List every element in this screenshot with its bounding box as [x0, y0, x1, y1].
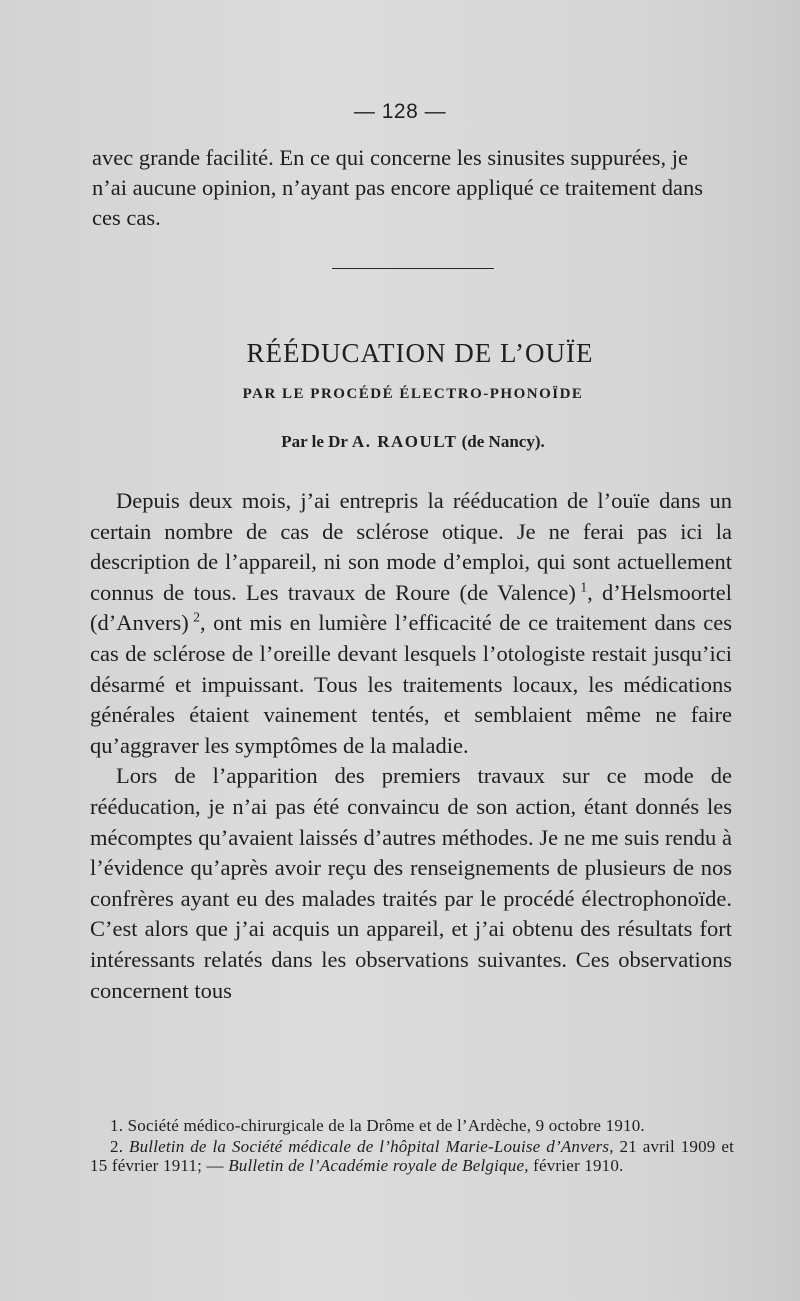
page-number: — 128 — — [353, 100, 447, 123]
paragraph-1-text-a: Depuis deux mois, j’ai entrepris la rééducation de l’ouïe dans un certain nombre de cas de sclérose otique. Je ne ferai pas ici la description de l’appareil, ni son mode d’emploi, qui sont actuellement connus de tous. Les travaux de Roure (de Valence) — [90, 488, 732, 605]
footnote-2-date-2: février 1910. — [533, 1156, 624, 1175]
byline-prefix: Par le — [281, 432, 324, 451]
footnote-1 — [90, 1116, 734, 1135]
article-byline — [0, 432, 800, 452]
body-paragraph-2: Lors de l’apparition des premiers travaux sur ce mode de rééducation, je n’ai pas été convaincu de son action, étant donnés les mécomptes qu’avaient laissés d’autres méthodes. Je ne me suis rendu à l’évidence qu’après avoir reçu des renseignements de plusieurs de nos confrères ayant eu des malades traités par le procédé électrophonoïde. C’est alors que j’ai acquis un appareil, et j’ai obtenu des résultats fort intéressants relatés dans les observations suivantes. Ces observations concernent tous — [90, 763, 732, 1003]
article-body — [90, 486, 732, 1006]
body-paragraph-1 — [90, 486, 732, 761]
article-subtitle: PAR LE PROCÉDÉ ÉLECTRO-PHONOÏDE — [242, 386, 584, 402]
footnote-ref-1: 1 — [580, 579, 588, 595]
footnote-2-source-2: Bulletin de l’Académie royale de Belgique, — [228, 1156, 529, 1175]
footnote-ref-2: 2 — [193, 609, 200, 625]
intro-text: avec grande facilité. En ce qui concerne les sinusites suppurées, je n’ai aucune opinion, n’ayant pas encore appliqué ce traitement dans ces cas. — [92, 145, 704, 230]
footnote-2-source-1: Bulletin de la Société médicale de l’hôpital Marie-Louise d’Anvers, — [128, 1137, 614, 1156]
byline-affiliation: (de Nancy). — [461, 432, 545, 451]
footnote-2-date-1: 21 avril 1909 et 15 février 1911; — — [90, 1137, 734, 1175]
byline-author: A. RAOULT — [351, 432, 458, 451]
footnote-1-number: 1. — [110, 1116, 124, 1135]
footnote-2-number: 2. — [110, 1137, 124, 1156]
footnotes — [90, 1116, 734, 1177]
footnote-1-text: Société médico-chirurgicale de la Drôme et de l’Ardèche, 9 octobre 1910. — [127, 1116, 645, 1135]
footnote-2 — [90, 1137, 734, 1175]
section-divider — [332, 268, 494, 269]
intro-paragraph — [92, 143, 728, 233]
paragraph-1-text-c: , ont mis en lumière l’efficacité de ce traitement dans ces cas de sclérose de l’oreille devant lesquels l’otologiste restait jusqu’ici désarmé et impuissant. Tous les traitements locaux, les médications générales étaient vainement tentés, et semblaient même ne faire qu’aggraver les symptômes de la maladie. — [90, 610, 732, 758]
article-title: RÉÉDUCATION DE L’OUÏE — [246, 338, 594, 368]
paragraph-1-text-b: , d’Helsmoortel (d’Anvers) — [90, 579, 733, 636]
byline-title: Dr — [328, 432, 348, 451]
